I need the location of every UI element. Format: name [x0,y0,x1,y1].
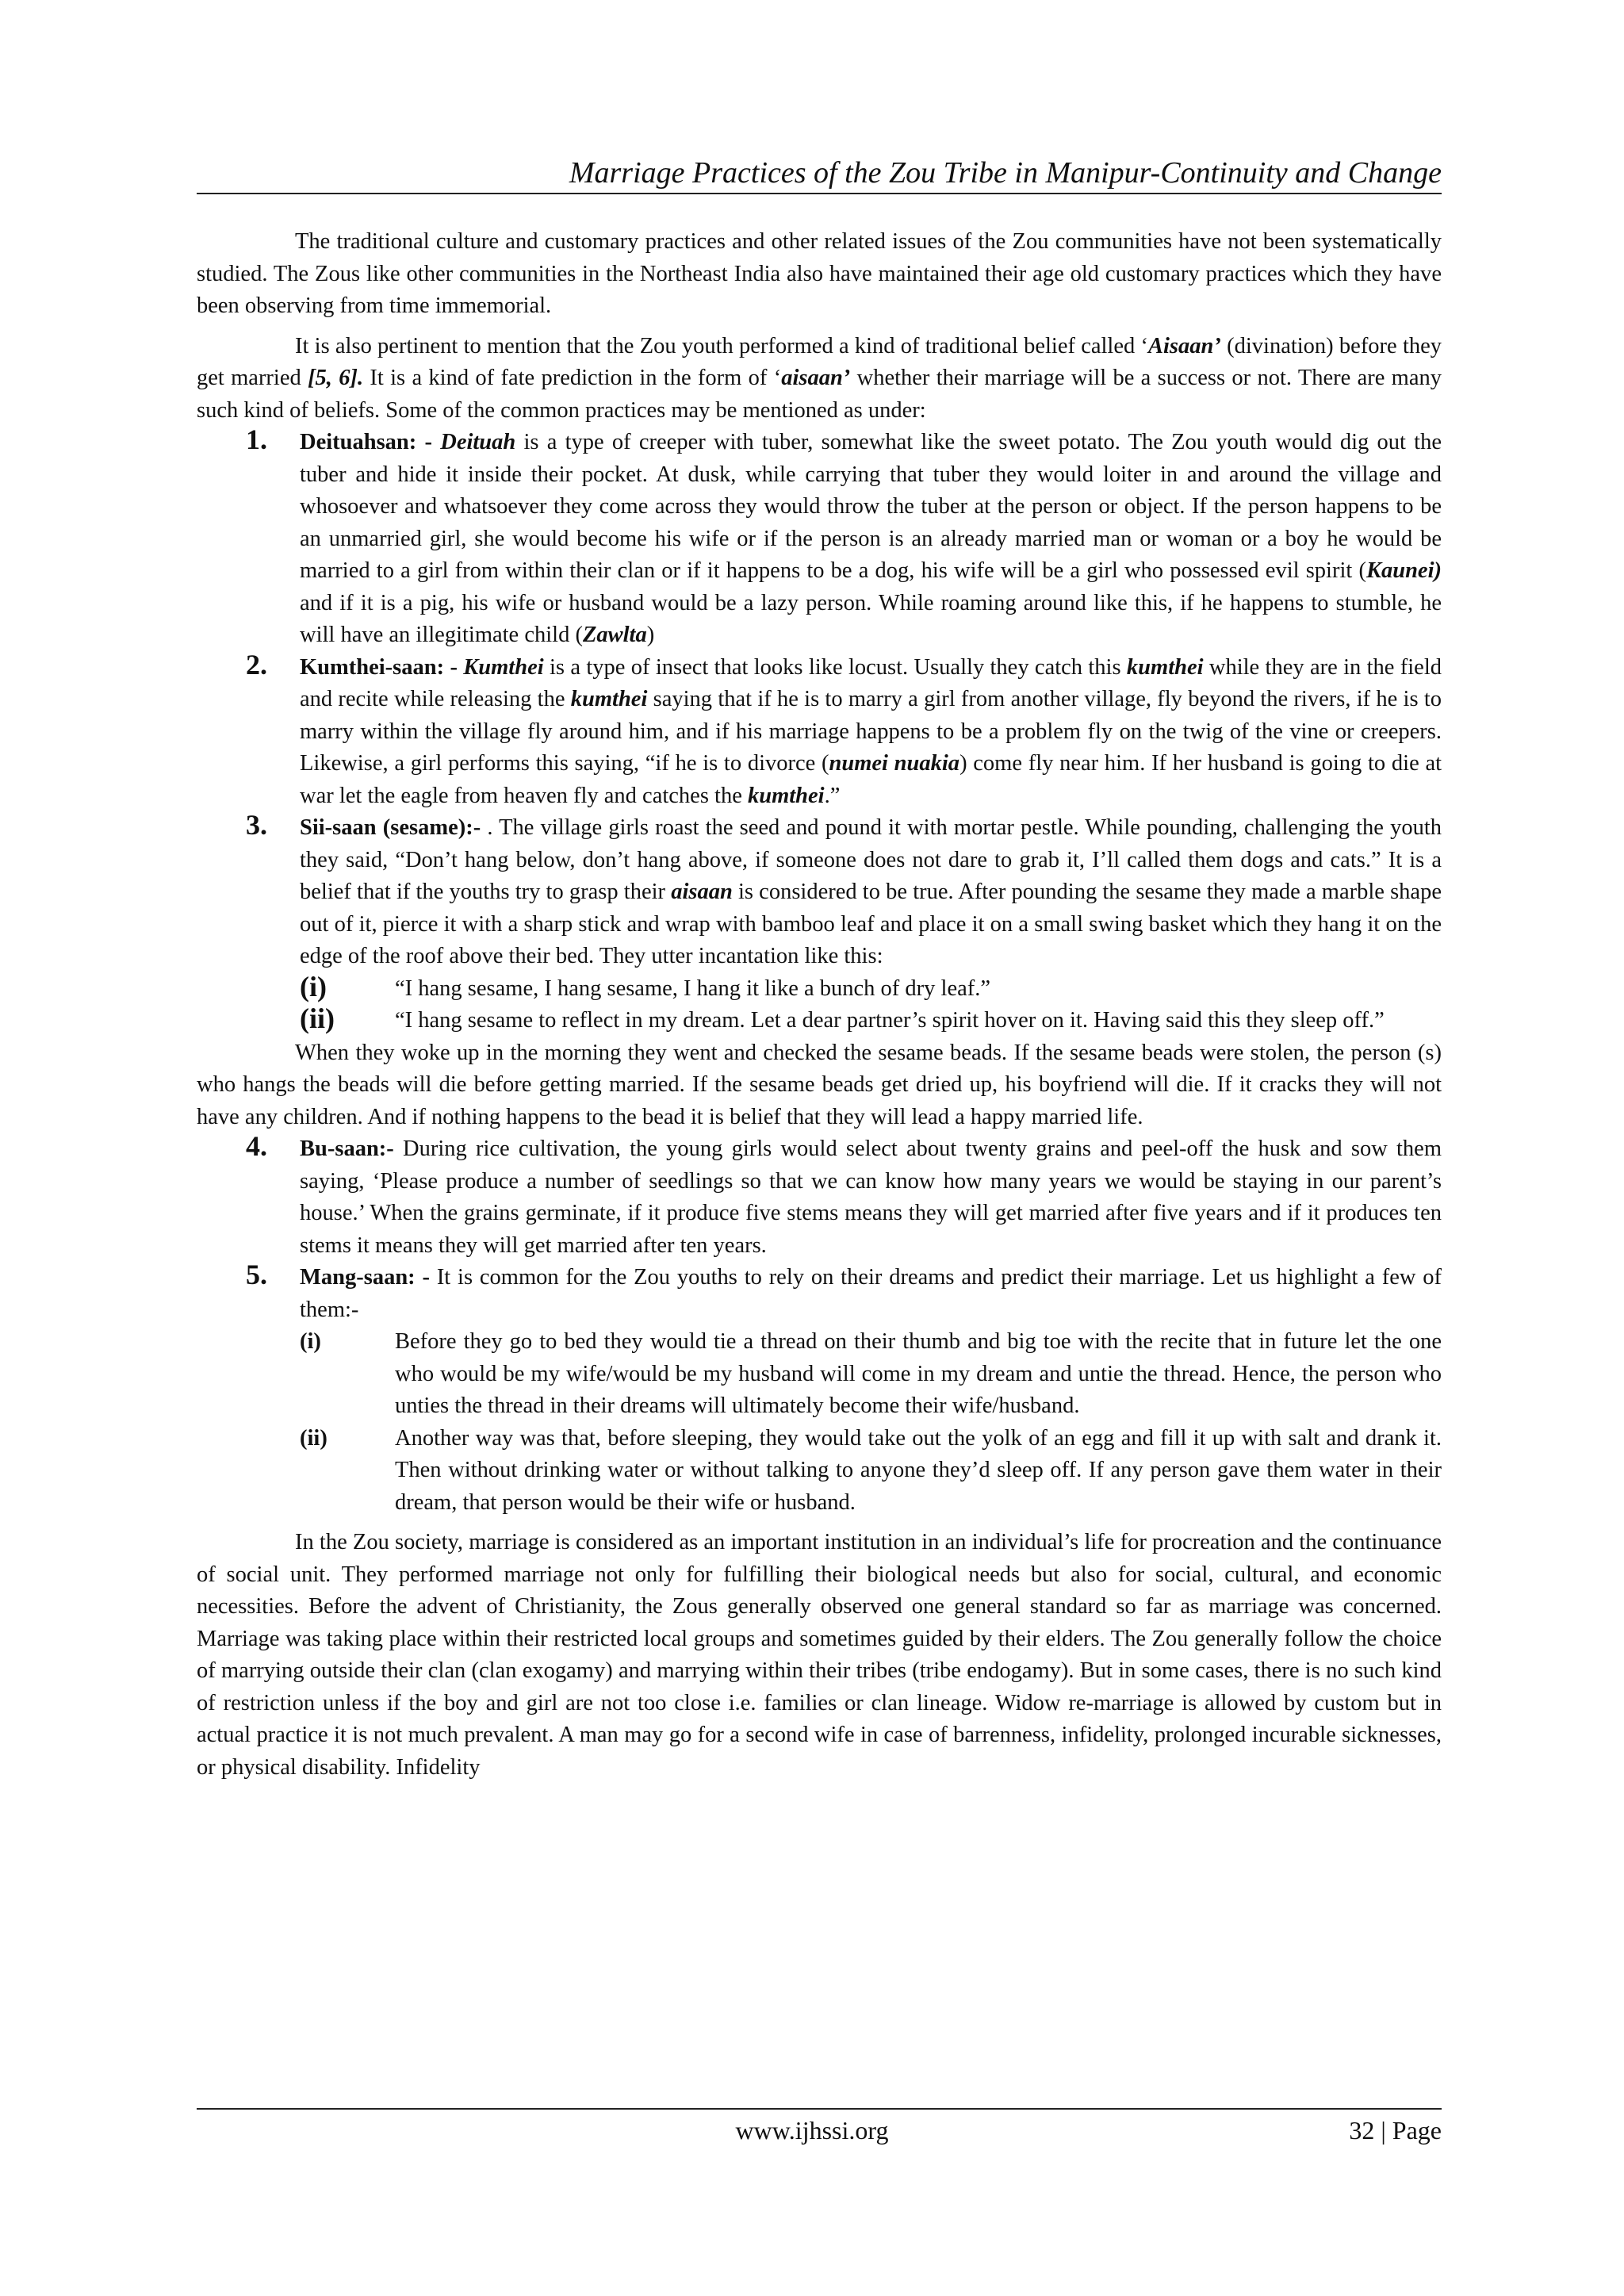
term-numei-nuakia: numei nuakia [829,751,960,776]
term-kumthei: kumthei [1126,654,1204,680]
page-number: 32 | Page [1349,2116,1442,2145]
footer-rule [197,2108,1442,2110]
sub-number: (ii) [300,1425,327,1451]
text: ) [646,623,655,647]
paragraph-zou-society: In the Zou society, marriage is considered as an important institution in an individual’s life for procreation and the continuance of social unit. They performed marriage not only for fulfilling their biological needs but also for social, cultural, and economic necessities. Before the advent of Christianity, the Zous generally observed one general standard so far as marriage was concerned. Marriage was taking place within their restricted local groups and sometimes guided by their elders. The Zou generally follow the choice of marrying outside their clan (clan exogamy) and marrying within their tribes (tribe endogamy). But in some cases, there is no such kind of restriction unless if the boy and girl are not too close i.e. families or clan lineage. Widow re-marriage is allowed by custom but in actual practice it is not much prevalent. A man may go for a second wife in case of barrenness, infidelity, prolonged incurable sicknesses, or physical disability. Infidelity [197,1530,1442,1780]
text: while they are in the field and recite while releasing the [300,654,1442,711]
sub-text: Another way was that, before sleeping, they would take out the yolk of an egg and fill it up with salt and drank it. Then without drinking water or without talking to anyone they’d sleep off. If any person gave them water in their dream, that person would be their wife or husband. [395,1425,1442,1515]
sub-number: (ii) [300,1002,335,1034]
list-item-bu-saan [197,1130,1442,1262]
citation: [5, 6]. [308,366,364,390]
item-number: 1. [246,424,267,455]
text: During rice cultivation, the young girls would select about twenty grains and peel-off the husk and sow them saying, ‘Please produce a number of seedlings so that we can know how many years we would be staying in our parent’s house.’ When the grains germinate, if it produce five stems means they will get married after five years and if it produces ten stems it means they will get married after ten years. [300,1137,1442,1258]
text: whether their marriage will be a success or not. There are many such kind of beliefs. Some of the common practices may be mentioned as under: [197,366,1442,423]
sub-text: Before they go to bed they would tie a thread on their thumb and big toe with the recite that in future let the one who would be my wife/would be my husband will come in my dream and untie the thread. Hence, the person who unties the thread in their dreams will ultimately become their wife/husband. [395,1329,1442,1418]
item-term: Deituahsan: - [300,430,441,454]
text: It is a kind of fate prediction in the form of ‘ [363,366,782,390]
incantation-2 [197,1002,1442,1037]
paragraph-intro: The traditional culture and customary practices and other related issues of the Zou communities have not been systematically studied. The Zous like other communities in the Northeast India also have maintained their age old customary practices which they have been observing from time immemorial. [197,229,1442,318]
paragraph-sesame-outcome: When they woke up in the morning they went and checked the sesame beads. If the sesame beads were stolen, the person (s) who hangs the beads will die before getting married. If the sesame beads get dried up, his boyfriend will die. If it cracks they will not have any children. And if nothing happens to the bead it is belief that they will lead a happy married life. [197,1040,1442,1129]
list-item-kumthei-saan [197,648,1442,813]
item-term-italic: Deituah [440,430,516,454]
sub-number: (i) [300,970,327,1002]
text: is a type of creeper with tuber, somewhat like the sweet potato. The Zou youth would dig out the tuber and hide it inside their pocket. At dusk, while carrying that tuber they would loiter in and around the village and whosoever and whatsoever they come across they would throw the tuber at the person or object. If the person happens to be an unmarried girl, she would become his wife or if the person is an already married man or woman or a boy he would be married to a girl from within their clan or if it happens to be a dog, his wife will be a girl who possessed evil spirit ( [300,430,1442,583]
text: ) come fly near him. If her husband is going to die at war let the eagle from heaven fly and catches the [300,751,1442,808]
term-kumthei: kumthei [747,783,825,808]
term-kaunei: Kaunei) [1365,558,1442,583]
running-header: Marriage Practices of the Zou Tribe in Manipur-Continuity and Change [569,156,1442,190]
sub-text: “I hang sesame, I hang sesame, I hang it like a bunch of dry leaf.” [395,976,991,1001]
list-item-sii-saan [197,809,1442,973]
text: is considered to be true. After pounding the sesame they made a marble shape out of it, pierce it with a sharp stick and wrap with bamboo leaf and place it on a small swing basket which they hang it on the edge of the roof above their bed. They utter incantation like this: [300,880,1442,968]
item-term: Sii-saan (sesame):- [300,815,488,840]
text: (divination) before they get married [197,333,1442,390]
item-term: Mang-saan: - [300,1265,437,1290]
item-term: Bu-saan:- [300,1137,403,1161]
text: is a type of insect that looks like locust. Usually they catch this [543,654,1127,680]
term-kumthei: kumthei [570,687,648,711]
text: It is also pertinent to mention that the Zou youth performed a kind of traditional belief called ‘ [295,333,1148,358]
header-rule [197,193,1442,194]
text: . The village girls roast the seed and pound it with mortar pestle. While pounding, challenging the youth they said, “Don’t hang below, don’t hang above, if someone does not dare to grab it, I’ll called them dogs and cats.” It is a belief that if the youths try to grasp their [300,815,1442,904]
dream-practice-2 [197,1423,1442,1520]
item-number: 5. [246,1259,267,1290]
term-aisaan: aisaan [671,880,733,904]
sub-text: “I hang sesame to reflect in my dream. Let a dear partner’s spirit hover on it. Having said this they sleep off.” [395,1008,1385,1033]
item-number: 2. [246,648,267,680]
text: saying that if he is to marry a girl from another village, fly beyond the rivers, if he is to marry within the village fly around him, and if his marriage happens to be a problem fly on the twig of the vine or creepers. Likewise, a girl performs this saying, “if he is to divorce ( [300,687,1442,776]
footer-url: www.ijhssi.org [735,2116,889,2145]
list-item-deituahsan [197,424,1442,652]
item-number: 4. [246,1130,267,1162]
text: It is common for the Zou youths to rely on their dreams and predict their marriage. Let us highlight a few of them:- [300,1265,1442,1322]
article-body [197,226,1442,1784]
paragraph-aisaan [197,331,1442,427]
list-item-mang-saan [197,1259,1442,1326]
term-zawlta: Zawlta [582,623,647,647]
incantation-1 [197,970,1442,1006]
sub-number: (i) [300,1329,321,1354]
item-term: Kumthei-saan: - [300,654,464,680]
text: and if it is a pig, his wife or husband would be a lazy person. While roaming around like this, if he happens to stumble, he will have an illegitimate child ( [300,590,1442,647]
dream-practice-1 [197,1326,1442,1423]
item-number: 3. [246,809,267,841]
text: .” [824,783,841,808]
term-aisaan: Aisaan’ [1148,333,1221,358]
item-term-italic: Kumthei [463,654,544,680]
term-aisaan: aisaan’ [781,366,851,390]
